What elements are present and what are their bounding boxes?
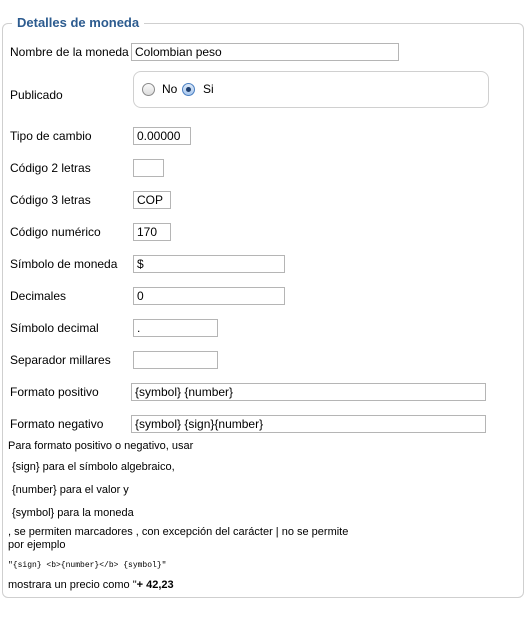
numeric-code-input[interactable]: 170 <box>133 223 171 241</box>
help-symbol: {symbol} para la moneda <box>12 507 134 519</box>
help-example-code: "{sign} <b>{number}</b> {symbol}" <box>8 561 167 570</box>
currency-name-input[interactable]: Colombian peso <box>131 43 399 61</box>
thousands-separator-input[interactable] <box>133 351 218 369</box>
help-placeholders-note: , se permiten marcadores , con excepción del carácter | no se permite <box>8 526 349 538</box>
code-3-letters-label: Código 3 letras <box>10 193 91 207</box>
decimals-input[interactable]: 0 <box>133 287 285 305</box>
help-example-intro: por ejemplo <box>8 539 66 551</box>
help-number: {number} para el valor y <box>12 484 129 496</box>
code-2-letters-input[interactable] <box>133 159 164 177</box>
thousands-separator-label: Separador millares <box>10 353 111 367</box>
currency-name-label: Nombre de la moneda <box>10 45 129 59</box>
published-yes-label[interactable]: Si <box>203 82 214 96</box>
fieldset-legend: Detalles de moneda <box>12 15 144 30</box>
positive-format-label: Formato positivo <box>10 385 99 399</box>
code-3-letters-input[interactable]: COP <box>133 191 171 209</box>
published-label: Publicado <box>10 88 63 102</box>
numeric-code-label: Código numérico <box>10 225 101 239</box>
published-no-radio[interactable] <box>142 83 155 96</box>
currency-symbol-input[interactable]: $ <box>133 255 285 273</box>
decimal-symbol-input[interactable]: . <box>133 319 218 337</box>
radio-selected-dot <box>186 87 191 92</box>
negative-format-label: Formato negativo <box>10 417 104 431</box>
help-sign: {sign} para el símbolo algebraico, <box>12 461 175 473</box>
exchange-rate-input[interactable]: 0.00000 <box>133 127 191 145</box>
help-example-result-prefix: mostrara un precio como " <box>8 579 137 591</box>
exchange-rate-label: Tipo de cambio <box>10 129 92 143</box>
published-no-label[interactable]: No <box>162 82 178 96</box>
code-2-letters-label: Código 2 letras <box>10 161 91 175</box>
currency-symbol-label: Símbolo de moneda <box>10 257 118 271</box>
positive-format-input[interactable]: {symbol} {number} <box>131 383 486 401</box>
help-example-result <box>8 579 174 591</box>
decimals-label: Decimales <box>10 289 67 303</box>
negative-format-input[interactable]: {symbol} {sign}{number} <box>131 415 486 433</box>
help-intro: Para formato positivo o negativo, usar <box>8 440 194 452</box>
published-yes-radio[interactable] <box>182 83 195 96</box>
help-example-price: + 42,23 <box>136 579 174 591</box>
decimal-symbol-label: Símbolo decimal <box>10 321 99 335</box>
